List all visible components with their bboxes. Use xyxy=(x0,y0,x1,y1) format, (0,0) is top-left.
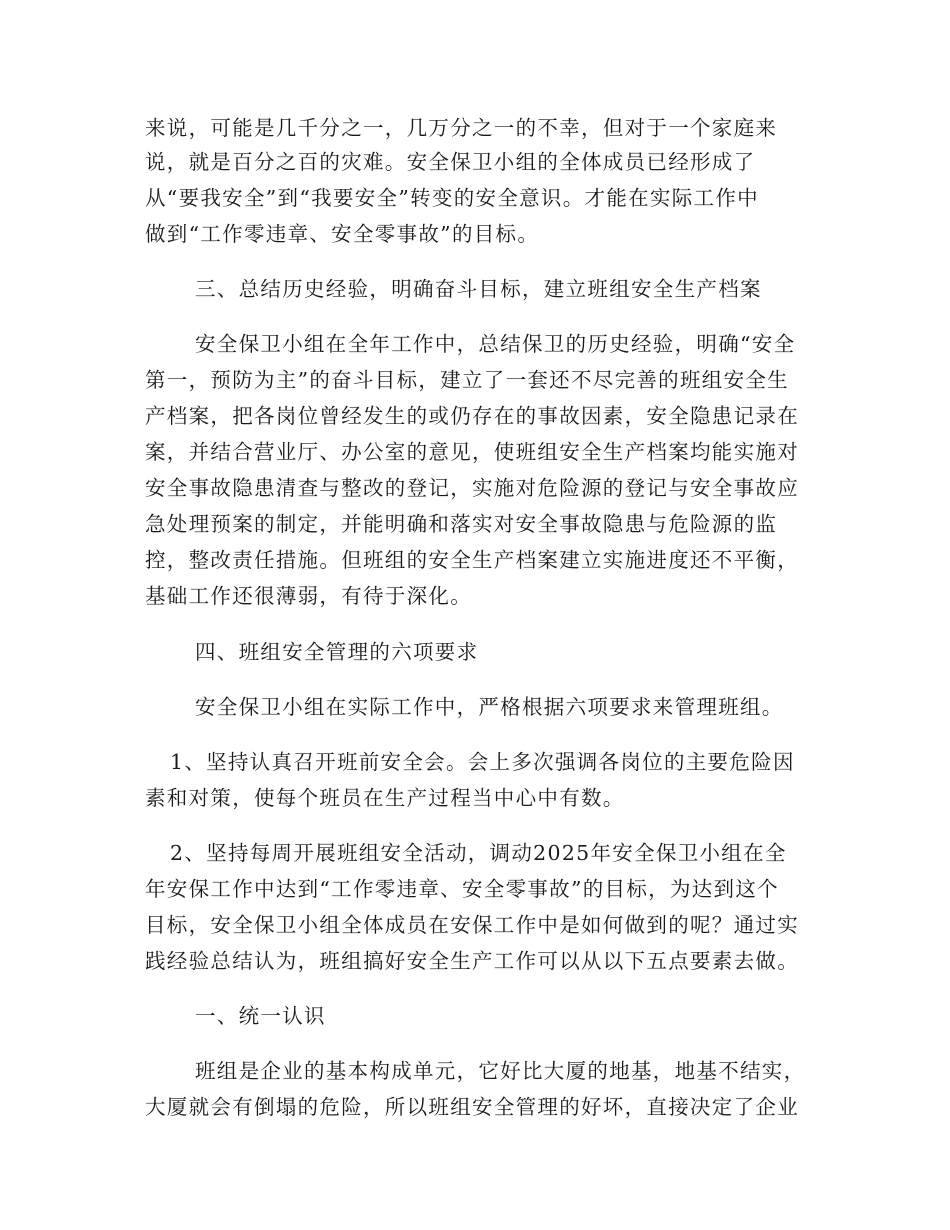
text-line: 第一，预防为主”的奋斗目标，建立了一套还不尽完善的班组安全生 xyxy=(145,368,789,392)
text-line: 控，整改责任措施。但班组的安全生产档案建立实施进度还不平衡， xyxy=(145,548,799,572)
text-line: 从“要我安全”到“我要安全”转变的安全意识。才能在实际工作中 xyxy=(145,186,759,210)
text-line: 产档案，把各岗位曾经发生的或仍存在的事故因素，安全隐患记录在 xyxy=(145,404,799,428)
text-line: 践经验总结认为，班组搞好安全生产工作可以从以下五点要素去做。 xyxy=(145,949,799,973)
list-item: 1、坚持认真召开班前安全会。会上多次强调各岗位的主要危险因 xyxy=(170,750,795,774)
text-line: 基础工作还很薄弱，有待于深化。 xyxy=(145,584,472,608)
text-line: 说，就是百分之百的灾难。安全保卫小组的全体成员已经形成了 xyxy=(145,150,756,174)
text-line: 急处理预案的制定，并能明确和落实对安全事故隐患与危险源的监 xyxy=(145,512,778,536)
text-line: 素和对策，使每个班员在生产过程当中心中有数。 xyxy=(145,786,625,810)
text-line: 做到“工作零违章、安全零事故”的目标。 xyxy=(145,222,540,246)
text-line: 安全保卫小组在全年工作中，总结保卫的历史经验，明确“安全 xyxy=(195,332,796,356)
text-line: 安全保卫小组在实际工作中，严格根据六项要求来管理班组。 xyxy=(195,695,784,719)
text-line: 班组是企业的基本构成单元，它好比大厦的地基，地基不结实， xyxy=(195,1059,806,1083)
list-item: 2、坚持每周开展班组安全活动，调动2025年安全保卫小组在全 xyxy=(170,841,787,865)
text-line: 案，并结合营业厅、办公室的意见，使班组安全生产档案均能实施对 xyxy=(145,440,799,464)
section-heading: 四、班组安全管理的六项要求 xyxy=(195,640,479,664)
text-line: 安全事故隐患清查与整改的登记，实施对危险源的登记与安全事故应 xyxy=(145,476,799,500)
section-heading: 一、统一认识 xyxy=(195,1004,326,1028)
text-line: 大厦就会有倒塌的危险，所以班组安全管理的好坏，直接决定了企业 xyxy=(145,1095,799,1119)
text-line: 年安保工作中达到“工作零违章、安全零事故”的目标，为达到这个 xyxy=(145,877,779,901)
section-heading: 三、总结历史经验，明确奋斗目标，建立班组安全生产档案 xyxy=(195,277,762,301)
text-line: 目标，安全保卫小组全体成员在安保工作中是如何做到的呢？通过实 xyxy=(145,913,799,937)
text-line: 来说，可能是几千分之一，几万分之一的不幸，但对于一个家庭来 xyxy=(145,116,778,140)
